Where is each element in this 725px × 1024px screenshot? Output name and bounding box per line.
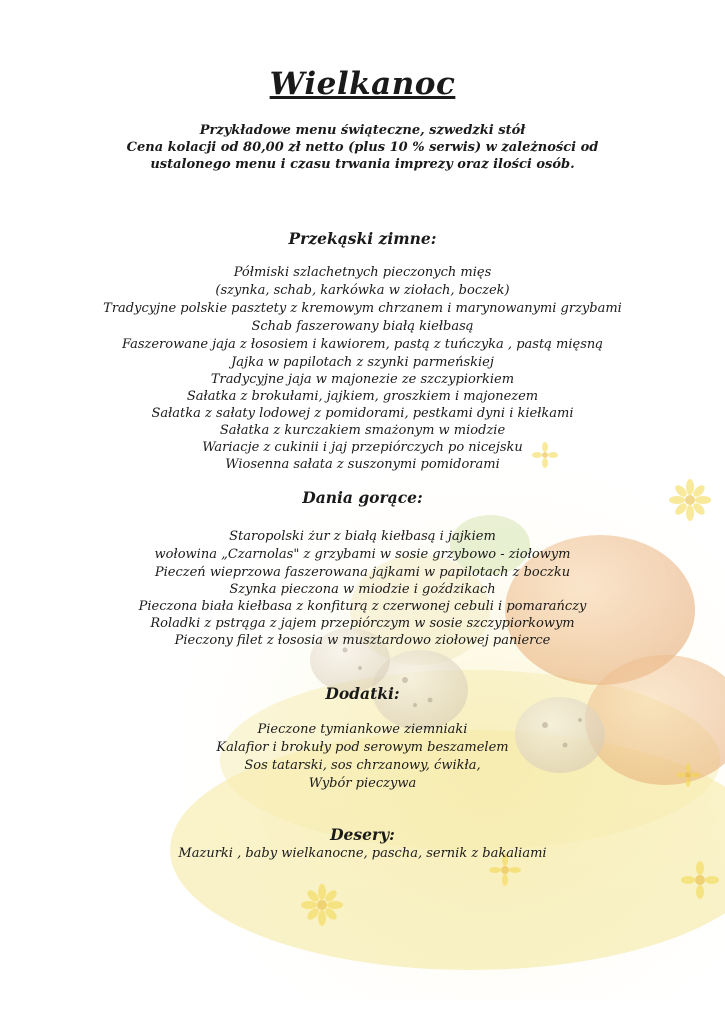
section-heading-cold-starters: Przekąski zimne: [288, 229, 437, 248]
menu-item: Tradycyjne polskie pasztety z kremowym chrzanem i marynowanymi grzybami [103, 301, 622, 316]
menu-item: Pieczona biała kiełbasa z konfiturą z czerwonej cebuli i pomarańczy [138, 599, 587, 614]
menu-item: Roladki z pstrąga z jajem przepiórczym w sosie szczypiorkowym [150, 616, 575, 631]
section-heading-desserts: Desery: [330, 825, 395, 844]
menu-item: wołowina „Czarnolas" z grzybami w sosie grzybowo - ziołowym [154, 547, 571, 562]
section-heading-hot-dishes: Dania gorące: [302, 488, 423, 507]
menu-item: Jajka w papilotach z szynki parmeńskiej [231, 355, 494, 370]
menu-item: Kalafior i brokuły pod serowym beszamelem [216, 740, 509, 755]
intro-line: Przykładowe menu świąteczne, szwedzki stół [199, 123, 526, 138]
menu-item: Staropolski żur z białą kiełbasą i jajkiem [229, 529, 496, 544]
menu-item: Pieczony filet z łososia w musztardowo ziołowej panierce [174, 633, 551, 648]
intro-line: Cena kolacji od 80,00 zł netto (plus 10 % serwis) w zależności od [126, 140, 599, 155]
menu-item: Pieczone tymiankowe ziemniaki [257, 722, 468, 737]
menu-item: Schab faszerowany białą kiełbasą [251, 319, 474, 334]
menu-item: Sałatka z brokułami, jajkiem, groszkiem i majonezem [186, 389, 539, 404]
menu-item: Wybór pieczywa [308, 776, 417, 791]
menu-item: Mazurki , baby wielkanocne, pascha, sernik z bakaliami [178, 846, 547, 861]
menu-item: Sałatka z kurczakiem smażonym w miodzie [219, 423, 506, 438]
menu-item: (szynka, schab, karkówka w ziołach, boczek) [215, 283, 510, 298]
section-heading-sides: Dodatki: [325, 684, 400, 703]
menu-item: Półmiski szlachetnych pieczonych mięs [233, 265, 492, 280]
menu-item: Faszerowane jaja z łososiem i kawiorem, pastą z tuńczyka , pastą mięsną [121, 337, 604, 352]
menu-item: Wiosenna sałata z suszonymi pomidorami [225, 457, 500, 472]
menu-item: Wariacje z cukinii i jaj przepiórczych po nicejsku [202, 440, 523, 455]
menu-item: Sałatka z sałaty lodowej z pomidorami, pestkami dyni i kiełkami [151, 406, 574, 421]
menu-item: Sos tatarski, sos chrzanowy, ćwikła, [244, 758, 481, 773]
intro-line: ustalonego menu i czasu trwania imprezy oraz ilości osób. [150, 157, 575, 172]
page-title: Wielkanoc [269, 66, 456, 102]
menu-item: Pieczeń wieprzowa faszerowana jajkami w papilotach z boczku [154, 565, 571, 580]
menu-item: Tradycyjne jaja w majonezie ze szczypiorkiem [210, 372, 515, 387]
menu-item: Szynka pieczona w miodzie i goździkach [229, 582, 496, 597]
